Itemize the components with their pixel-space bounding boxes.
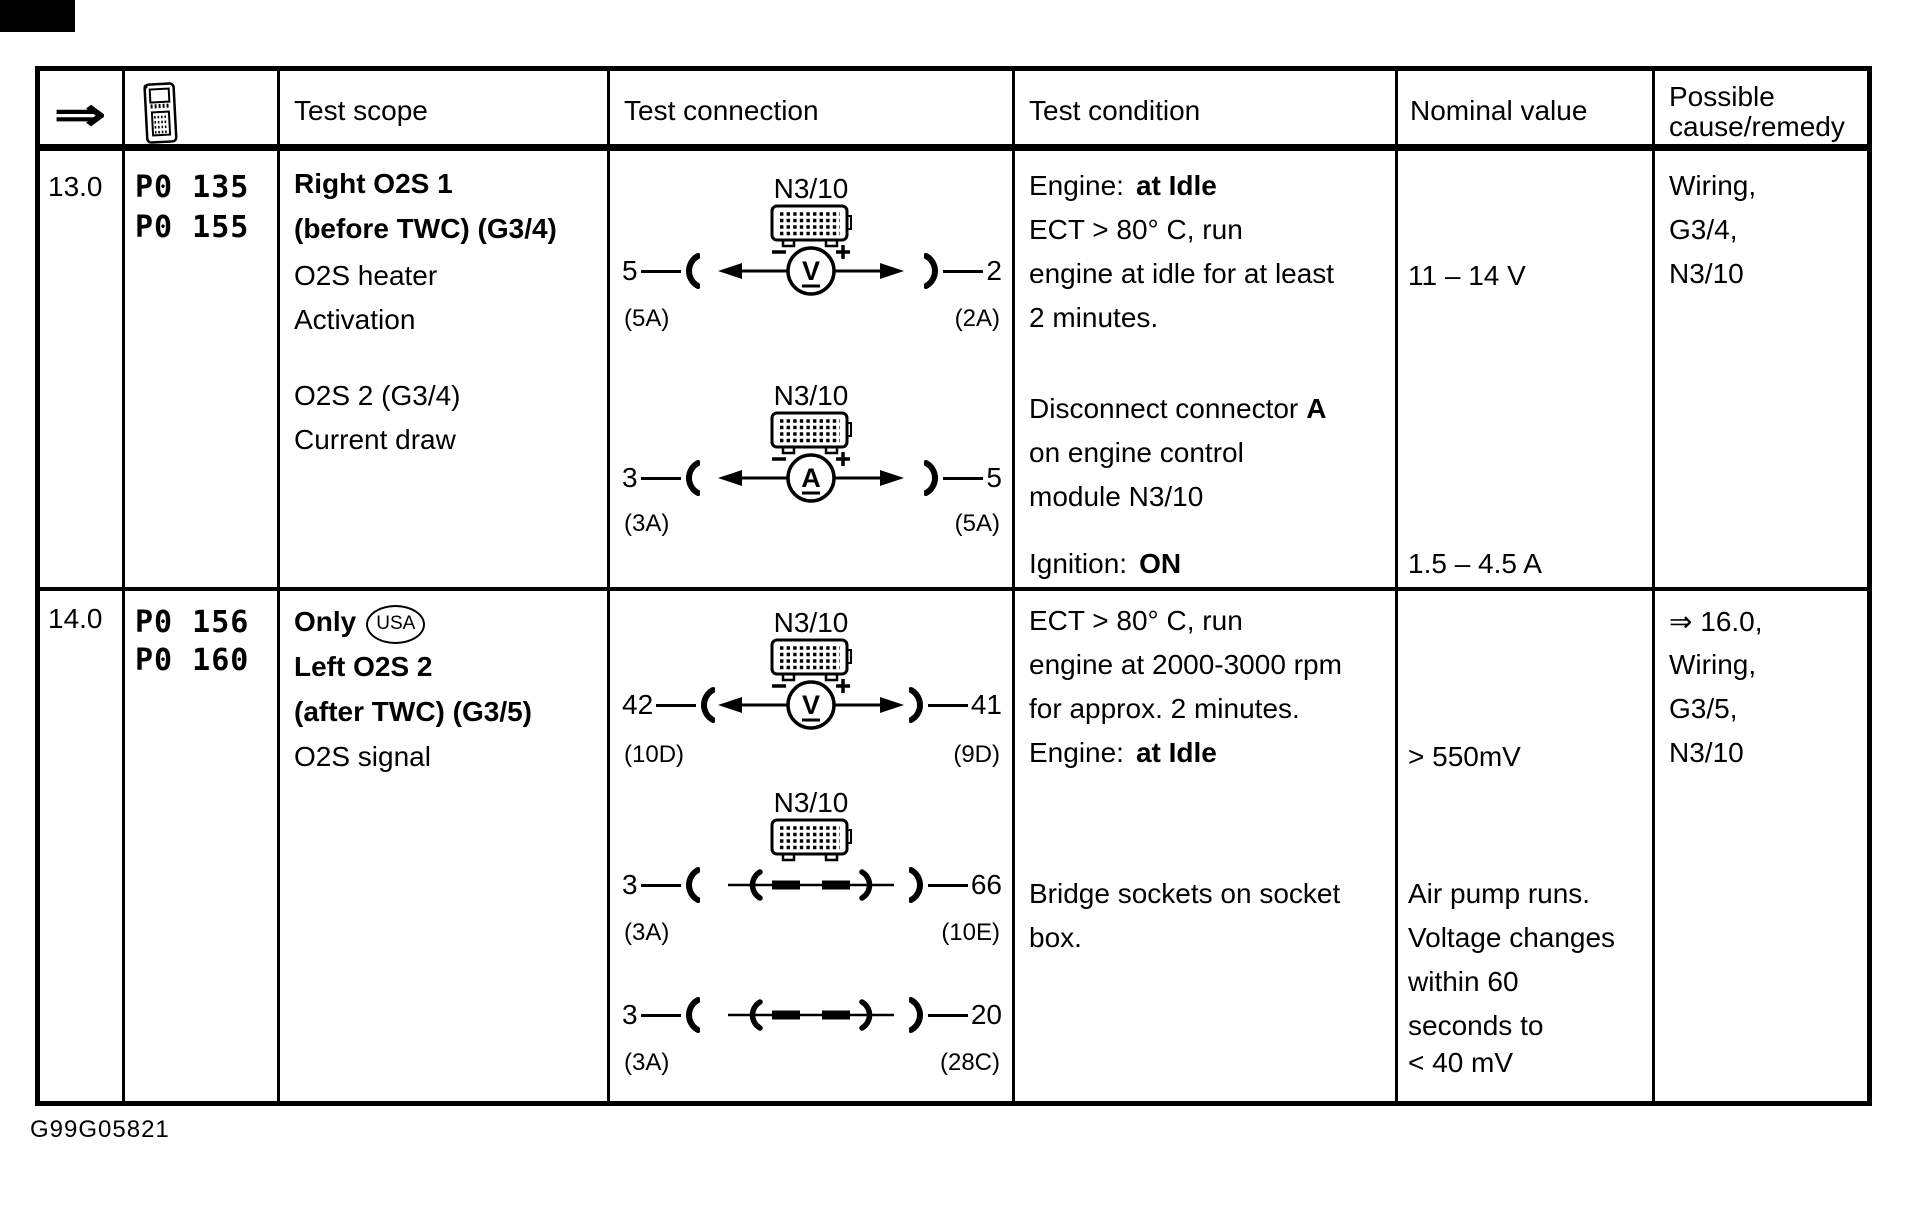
condition-line: Bridge sockets on socket [1029,878,1341,909]
scope-line: (after TWC) (G3/5) [294,696,532,727]
wire-line [928,704,968,707]
socket-label: (5A) [624,305,670,332]
nominal-value: > 550mV [1408,741,1521,772]
meter-letter: V [801,690,821,720]
meter-letter: V [801,256,821,286]
wire-left-end [622,686,715,724]
condition-line: 2 minutes. [1029,302,1159,333]
test-connection-cell [610,151,1015,591]
scope-line: O2S 2 (G3/4) [294,380,461,411]
possible-cause-cell [1655,591,1867,1101]
socket-left-icon [684,459,700,497]
meter-letter: A [801,463,821,493]
wire-right-end [909,996,1002,1034]
wire-line [641,270,681,273]
condition-line: Engine: at Idle [1029,737,1217,768]
cause-line: G3/4, [1669,214,1738,245]
nominal-value: 1.5 – 4.5 A [1408,548,1542,579]
scope-line: Current draw [294,424,456,455]
test-wire [610,241,1012,301]
cause-line: N3/10 [1669,737,1744,768]
double-arrow-icon: ⇒ [54,88,107,140]
wire-line [943,477,983,480]
wire-left-end [622,866,700,904]
scope-line: O2S signal [294,741,431,772]
nominal-value: Air pump runs. [1408,878,1591,909]
step-number: 13.0 [48,171,103,202]
column-title-line1: Possible [1669,81,1775,112]
pin-number: 20 [970,999,1002,1030]
column-title: Test scope [294,95,428,126]
header-test-connection [610,71,1015,151]
condition-line: on engine control [1029,437,1244,468]
column-title: Test connection [624,95,819,126]
wire-line [656,704,696,707]
nominal-value-cell [1398,591,1655,1101]
socket-right-icon [909,686,925,724]
wire-line [641,1014,681,1017]
module-label: N3/10 [773,787,849,818]
socket-right-icon [924,459,940,497]
socket-label: (3A) [624,919,670,946]
cause-line: G3/5, [1669,693,1738,724]
test-wire [610,675,1012,735]
condition-line: Engine: at Idle [1029,170,1217,201]
nominal-value-cell [1398,151,1655,591]
socket-right-icon [909,996,925,1034]
pin-number: 3 [622,462,638,493]
test-wire [610,448,1012,508]
dtc-code: P0 135 [135,170,250,205]
step-cell [40,151,125,591]
module-label: N3/10 [773,380,849,411]
cause-line: Wiring, [1669,170,1757,201]
pin-number: 41 [970,689,1002,720]
cause-line: N3/10 [1669,258,1744,289]
pin-number: 3 [622,869,638,900]
nominal-value: Voltage changes [1408,922,1616,953]
header-test-condition [1015,71,1398,151]
wire-left-end [622,459,700,497]
socket-labels [624,919,1000,947]
socket-label: (3A) [624,1049,670,1076]
step-number: 14.0 [48,603,103,634]
pin-number: 5 [986,462,1002,493]
socket-label: (28C) [939,1049,1000,1076]
voltmeter-icon [716,241,906,301]
cause-line: ⇒ 16.0, [1669,606,1763,637]
wire-right-end [909,686,1002,724]
socket-left-icon [684,866,700,904]
header-possible-cause [1655,71,1867,151]
socket-right-icon [909,866,925,904]
socket-labels [624,305,1000,333]
test-condition-cell [1015,151,1398,591]
wire-line [928,884,968,887]
condition-line: module N3/10 [1029,481,1204,512]
cause-line: Wiring, [1669,649,1757,680]
condition-line: Disconnect connector A [1029,393,1327,424]
test-condition-cell [1015,591,1398,1101]
condition-line: engine at 2000-3000 rpm [1029,649,1342,680]
bridge-jumper-icon [726,865,896,905]
test-connection-cell [610,591,1015,1101]
socket-label: (5A) [954,510,1000,537]
header-test-scope [280,71,610,151]
condition-line: for approx. 2 minutes. [1029,693,1300,724]
nominal-value: seconds to [1408,1010,1544,1041]
wire-left-end [622,252,700,290]
pin-number: 3 [622,999,638,1030]
socket-label: (10E) [941,919,1000,946]
header-step-cell [40,71,125,151]
test-scope-cell [280,591,610,1101]
figure-number: G99G05821 [30,1116,170,1143]
condition-line: box. [1029,922,1082,953]
step-cell [40,591,125,1101]
socket-label: (10D) [624,741,685,768]
nominal-value: 11 – 14 V [1408,260,1526,291]
socket-labels [624,510,1000,538]
wire-left-end [622,996,700,1034]
ammeter-icon [716,448,906,508]
wire-line [641,477,681,480]
condition-line: engine at idle for at least [1029,258,1335,289]
socket-right-icon [924,252,940,290]
scope-line: O2S heater [294,260,438,291]
page-corner-mark [0,0,75,32]
socket-labels [624,741,1000,769]
possible-cause-cell [1655,151,1867,591]
scope-line: (before TWC) (G3/4) [294,213,557,244]
wire-right-end [909,866,1002,904]
module-label: N3/10 [773,607,849,638]
socket-label: (3A) [624,510,670,537]
socket-label: (2A) [954,305,1000,332]
wire-line [943,270,983,273]
diagnostic-table [35,66,1872,1106]
dtc-cell [125,591,280,1101]
header-tester-cell [125,71,280,151]
column-title-line2: cause/remedy [1669,111,1845,142]
bridge-jumper-icon [726,995,896,1035]
dtc-cell [125,151,280,591]
pin-number: 66 [970,869,1002,900]
nominal-value: within 60 [1408,966,1519,997]
scope-line: Left O2S 2 [294,651,433,682]
dtc-code: P0 156 [135,605,250,640]
socket-label: (9D) [953,741,1000,768]
scope-line: Only USA [294,605,425,644]
socket-left-icon [684,252,700,290]
column-title: Nominal value [1410,95,1588,126]
scope-line: Right O2S 1 [294,168,453,199]
pin-number: 5 [622,255,638,286]
dtc-code: P0 155 [135,210,250,245]
test-scope-cell [280,151,610,591]
condition-line: ECT > 80° C, run [1029,605,1243,636]
condition-line: ECT > 80° C, run [1029,214,1243,245]
module-label: N3/10 [773,173,849,204]
scope-line: Activation [294,304,416,335]
diagnostic-tester-icon [141,81,181,147]
voltmeter-icon [716,675,906,735]
header-nominal-value [1398,71,1655,151]
wire-line [928,1014,968,1017]
pin-number: 2 [986,255,1002,286]
test-wire [610,855,1012,915]
wire-right-end [924,252,1002,290]
socket-labels [624,1049,1000,1077]
pin-number: 42 [622,689,654,720]
test-wire [610,985,1012,1045]
nominal-value: < 40 mV [1408,1047,1514,1078]
socket-left-icon [684,996,700,1034]
condition-line: Ignition: ON [1029,548,1182,579]
socket-left-icon [699,686,715,724]
wire-right-end [924,459,1002,497]
wire-line [641,884,681,887]
column-title: Test condition [1029,95,1201,126]
dtc-code: P0 160 [135,643,250,678]
usa-market-badge: USA [366,605,425,644]
